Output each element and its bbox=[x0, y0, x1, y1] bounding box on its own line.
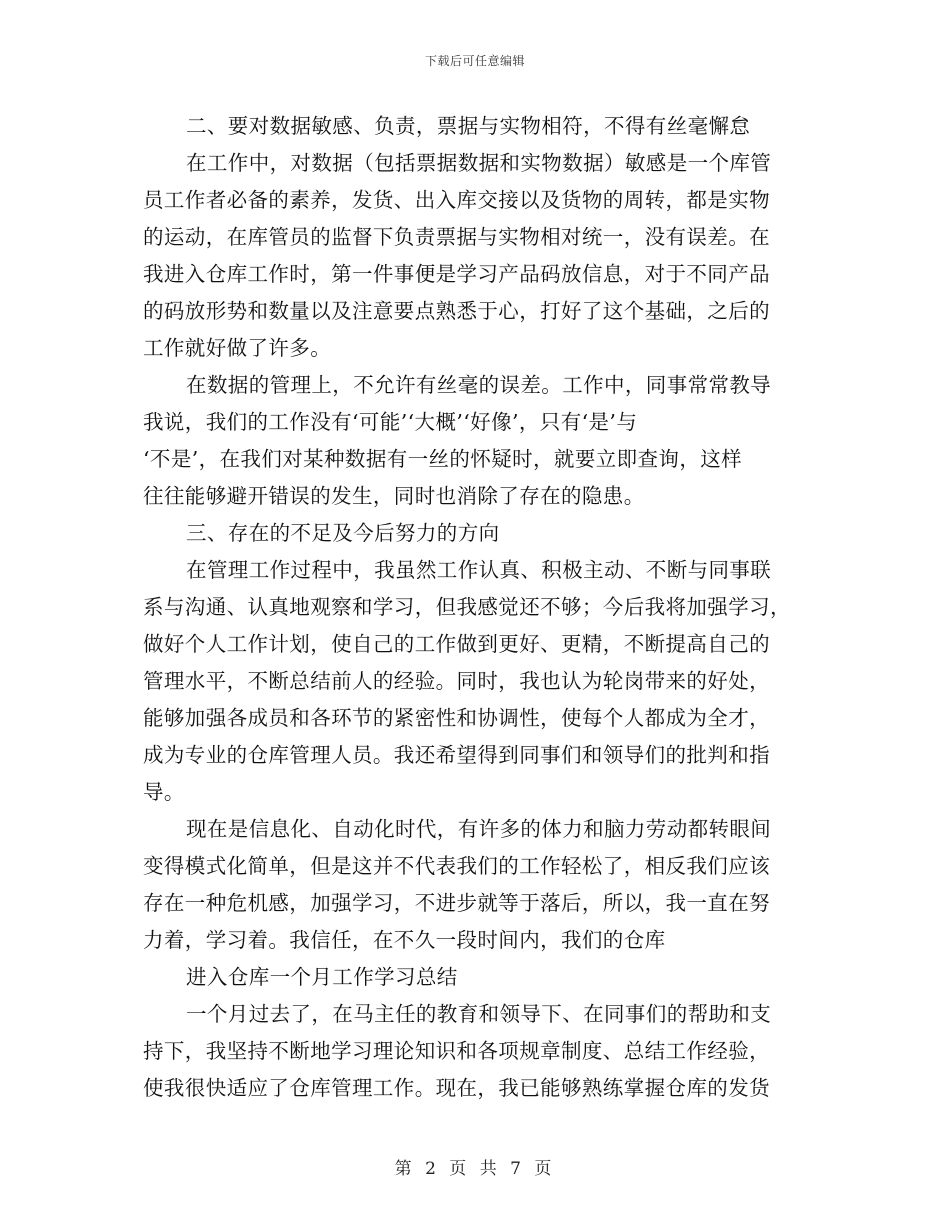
text-line: 变得模式化简单，但是这并不代表我们的工作轻松了，相反我们应该 bbox=[143, 854, 770, 878]
text-line: 持下，我坚持不断地学习理论知识和各项规章制度、总结工作经验， bbox=[143, 1039, 770, 1063]
text-line: 导。 bbox=[143, 780, 185, 804]
text-line: 现在是信息化、自动化时代，有许多的体力和脑力劳动都转眼间 bbox=[186, 817, 772, 841]
text-line: 存在一种危机感，加强学习，不进步就等于落后，所以，我一直在努 bbox=[143, 891, 770, 915]
text-line: 往往能够避开错误的发生，同时也消除了存在的隐患。 bbox=[143, 484, 645, 508]
text-line: 三、存在的不足及今后努力的方向 bbox=[186, 521, 500, 545]
text-line: 员工作者必备的素养，发货、出入库交接以及货物的周转，都是实物 bbox=[143, 188, 770, 212]
text-line: 使我很快适应了仓库管理工作。现在，我已能够熟练掌握仓库的发货 bbox=[143, 1076, 770, 1100]
text-line: 在工作中，对数据（包括票据数据和实物数据）敏感是一个库管 bbox=[186, 151, 772, 175]
text-line: 做好个人工作计划，使自己的工作做到更好、更精，不断提高自己的 bbox=[143, 632, 770, 656]
text-line: 二、要对数据敏感、负责，票据与实物相符，不得有丝毫懈怠 bbox=[186, 114, 751, 138]
text-line: 一个月过去了，在马主任的教育和领导下、在同事们的帮助和支 bbox=[186, 1002, 772, 1026]
text-line: 成为专业的仓库管理人员。我还希望得到同事们和领导们的批判和指 bbox=[143, 743, 770, 767]
text-line: 的码放形势和数量以及注意要点熟悉于心，打好了这个基础，之后的 bbox=[143, 299, 770, 323]
text-line: ‘不是’，在我们对某种数据有一丝的怀疑时，就要立即查询，这样 bbox=[143, 447, 743, 471]
text-line: 力着，学习着。我信任，在不久一段时间内，我们的仓库 bbox=[143, 928, 666, 952]
page-number: 第 2 页 共 7 页 bbox=[394, 1159, 556, 1179]
text-line: 管理水平，不断总结前人的经验。同时，我也认为轮岗带来的好处， bbox=[143, 669, 770, 693]
text-line: 在管理工作过程中，我虽然工作认真、积极主动、不断与同事联 bbox=[186, 558, 772, 582]
text-line: 的运动，在库管员的监督下负责票据与实物相对统一，没有误差。在 bbox=[143, 225, 770, 249]
text-line: 我进入仓库工作时，第一件事便是学习产品码放信息，对于不同产品 bbox=[143, 262, 770, 286]
text-line: 系与沟通、认真地观察和学习，但我感觉还不够；今后我将加强学习， bbox=[143, 595, 791, 619]
document-body bbox=[143, 108, 807, 1107]
text-line: 工作就好做了许多。 bbox=[143, 336, 332, 360]
text-line: 在数据的管理上，不允许有丝毫的误差。工作中，同事常常教导 bbox=[186, 373, 772, 397]
text-line: 进入仓库一个月工作学习总结 bbox=[186, 965, 458, 989]
text-line: 我说，我们的工作没有‘可能’‘大概’‘好像’，只有‘是’与 bbox=[143, 410, 638, 434]
text-line: 能够加强各成员和各环节的紧密性和协调性，使每个人都成为全才， bbox=[143, 706, 770, 730]
header-note: 下载后可任意编辑 bbox=[424, 54, 525, 68]
